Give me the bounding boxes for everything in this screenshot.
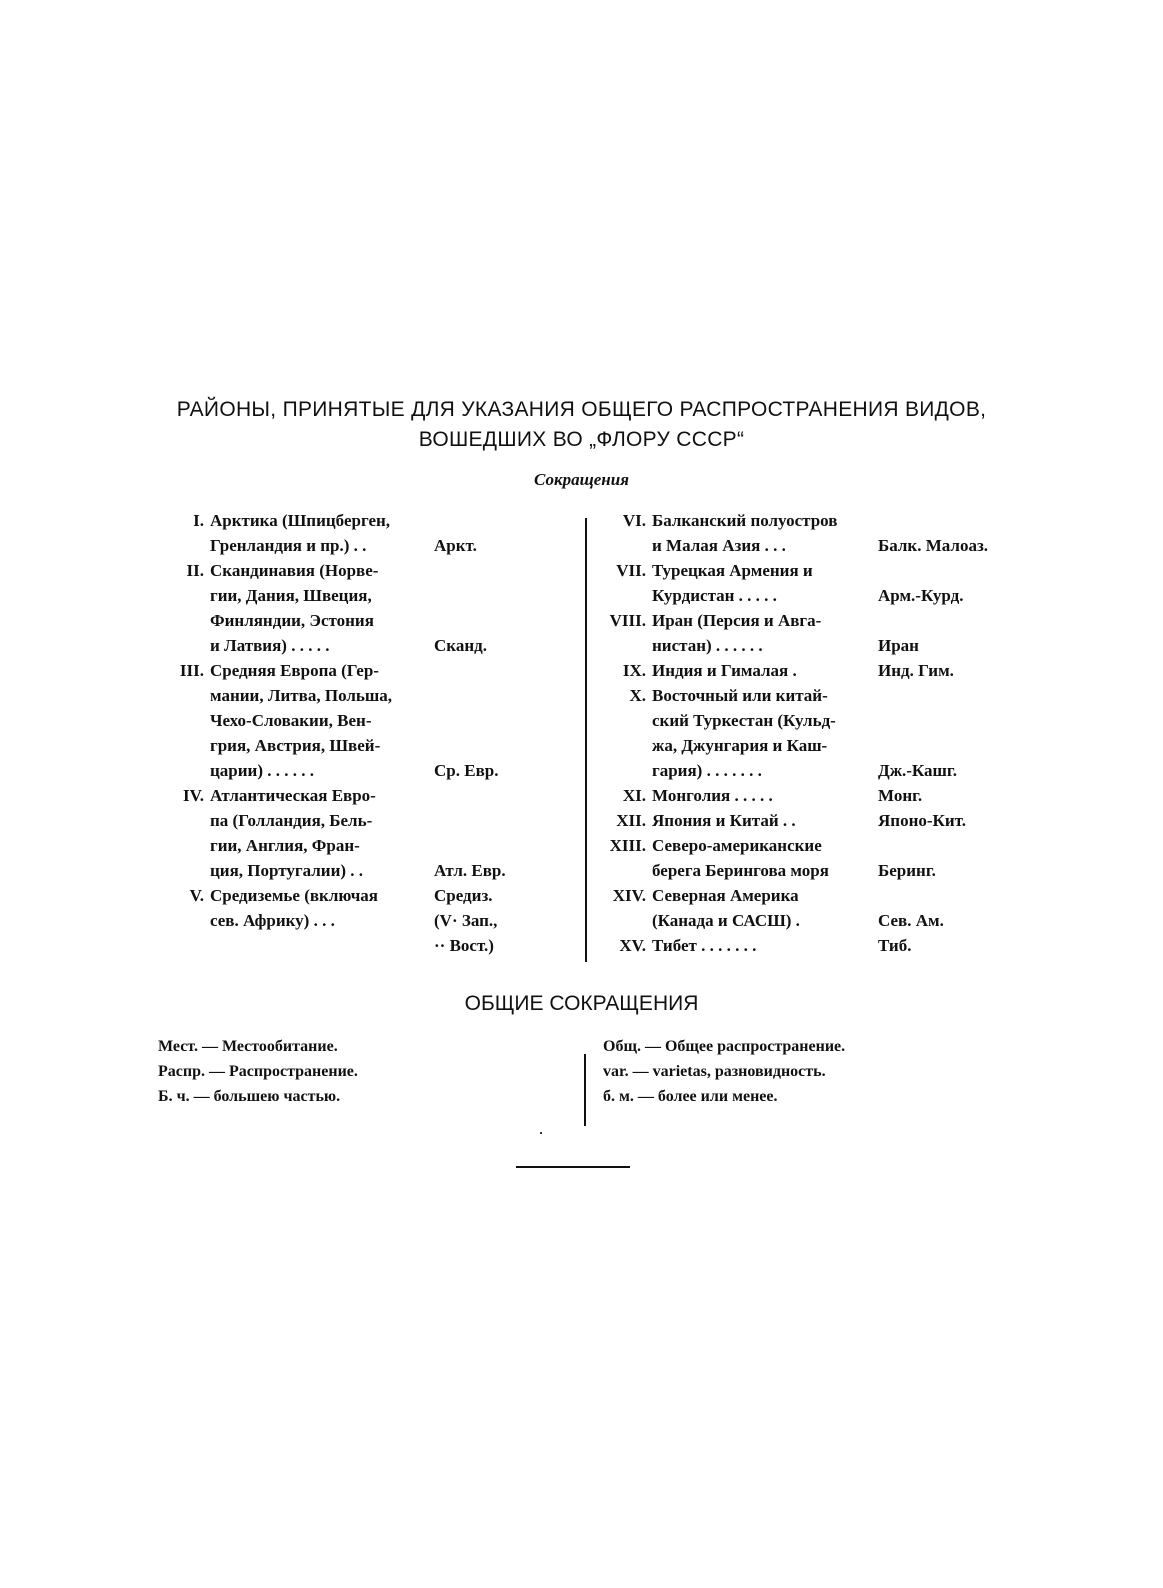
region-abbreviation-line: Инд. Гим. [878, 661, 954, 680]
region-abbreviation-line [434, 558, 524, 583]
region-entry [162, 558, 524, 658]
region-entry [162, 883, 524, 958]
region-abbreviation-line: (V· Зап., [434, 911, 498, 930]
region-abbreviation [434, 783, 524, 883]
region-description-line: Скандинавия (Норве- [210, 561, 379, 580]
page-title-line2: ВОШЕДШИХ ВО „ФЛОРУ СССР“ [418, 428, 745, 451]
region-abbreviation-line [878, 733, 1018, 758]
region-number: XIV. [612, 886, 646, 905]
abbreviation-item: Общ. — Общее распространение. [603, 1038, 846, 1055]
region-number: VI. [622, 511, 646, 530]
general-column-divider [584, 1054, 586, 1126]
region-abbreviation-line: Ср. Евр. [434, 761, 499, 780]
region-abbreviation-line: Средиз. [434, 886, 493, 905]
region-description-line: царии) . . . . . . [210, 761, 315, 780]
region-abbreviation-line [878, 708, 1018, 733]
region-number: VII. [616, 561, 646, 580]
region-abbreviation [878, 683, 1018, 783]
region-abbreviation-line [878, 883, 1018, 908]
region-abbreviation-line [878, 558, 1018, 583]
column-divider [585, 518, 587, 962]
region-number: VIII. [609, 611, 646, 630]
region-abbreviation-line [434, 608, 524, 633]
regions-list-right [588, 508, 1018, 958]
region-description-line: Гренландия и пр.) . . [210, 536, 367, 555]
region-abbreviation-line [434, 583, 524, 608]
region-abbreviation [878, 658, 1018, 683]
region-description [210, 658, 434, 783]
region-entry [588, 783, 1018, 808]
region-abbreviation-line [878, 683, 1018, 708]
region-description [210, 558, 434, 658]
region-number: IX. [622, 661, 646, 680]
region-description [652, 508, 878, 558]
region-entry [588, 558, 1018, 608]
region-abbreviation-line [878, 608, 1018, 633]
region-description-line: и Латвия) . . . . . [210, 636, 330, 655]
region-entry [162, 658, 524, 783]
region-abbreviation-line [434, 733, 524, 758]
general-abbreviations-title: ОБЩИЕ СОКРАЩЕНИЯ [464, 992, 699, 1015]
region-entry [588, 608, 1018, 658]
region-description-line: Тибет . . . . . . . [652, 936, 757, 955]
region-abbreviation-line [878, 508, 1018, 533]
abbreviation-item: Мест. — Местообитание. [158, 1038, 338, 1055]
region-number: XII. [616, 811, 646, 830]
region-number: IV. [183, 786, 204, 805]
region-entry [588, 508, 1018, 558]
region-entry [588, 883, 1018, 933]
region-abbreviation-line: Сев. Ам. [878, 911, 944, 930]
region-description [210, 883, 434, 958]
region-description-line: Курдистан . . . . . [652, 586, 777, 605]
region-description-line: Средняя Европа (Гер- [210, 661, 379, 680]
region-description-line: Иран (Персия и Авга- [652, 611, 822, 630]
region-description-line: Индия и Гималая . [652, 661, 797, 680]
region-number: II. [186, 561, 204, 580]
general-abbreviations-left [158, 1034, 358, 1109]
region-description-line: Арктика (Шпицберген, [210, 511, 391, 530]
abbreviation-item: б. м. — более или менее. [603, 1088, 778, 1105]
region-abbreviation [878, 833, 1018, 883]
region-description [210, 783, 434, 883]
region-abbreviation-line [434, 833, 524, 858]
region-description-line: Турецкая Армения и [652, 561, 813, 580]
region-description-line [210, 933, 434, 958]
region-abbreviation-line: Тиб. [878, 936, 912, 955]
region-description [210, 508, 434, 558]
region-abbreviation [878, 808, 1018, 833]
region-entry [162, 508, 524, 558]
region-description-line: берега Берингова моря [652, 861, 829, 880]
region-description-line: па (Голландия, Бель- [210, 811, 373, 830]
region-number: X. [629, 686, 646, 705]
region-description-line: Атлантическая Евро- [210, 786, 376, 805]
region-abbreviation-line: Монг. [878, 786, 923, 805]
regions-list-left [162, 508, 524, 958]
region-abbreviation [878, 508, 1018, 558]
region-abbreviation-line [878, 833, 1018, 858]
abbreviation-item: Б. ч. — большею частью. [158, 1088, 341, 1105]
region-description-line: гии, Дания, Швеция, [210, 586, 372, 605]
region-abbreviation [878, 883, 1018, 933]
region-abbreviation-line: Балк. Малоаз. [878, 536, 989, 555]
region-abbreviation [434, 658, 524, 783]
region-description-line: гии, Англия, Фран- [210, 836, 360, 855]
region-description-line: Средиземье (включая [210, 886, 378, 905]
region-description [652, 883, 878, 933]
region-abbreviation-line: Аркт. [434, 536, 477, 555]
region-description [652, 558, 878, 608]
region-description-line: Балканский полуостров [652, 511, 838, 530]
region-number: XV. [619, 936, 646, 955]
region-abbreviation-line: ·· Вост.) [434, 936, 494, 955]
region-description [652, 783, 878, 808]
region-description [652, 683, 878, 783]
region-abbreviation-line: Арм.-Курд. [878, 586, 964, 605]
region-description [652, 933, 878, 958]
region-number: XI. [622, 786, 646, 805]
abbreviation-item: var. — varietas, разновидность. [603, 1063, 826, 1080]
region-abbreviation [878, 783, 1018, 808]
region-entry [588, 833, 1018, 883]
region-description-line: ский Туркестан (Кульд- [652, 711, 836, 730]
stray-dot [540, 1132, 542, 1134]
region-description-line: и Малая Азия . . . [652, 536, 786, 555]
region-description [652, 658, 878, 683]
region-entry [588, 658, 1018, 683]
region-abbreviation-line [434, 783, 524, 808]
region-number: V. [189, 886, 204, 905]
region-entry [588, 808, 1018, 833]
region-number: III. [179, 661, 204, 680]
region-description-line: сев. Африку) . . . [210, 911, 335, 930]
end-rule [516, 1166, 630, 1168]
region-abbreviation-line [434, 658, 524, 683]
region-abbreviation [878, 558, 1018, 608]
page-title-line1: РАЙОНЫ, ПРИНЯТЫЕ ДЛЯ УКАЗАНИЯ ОБЩЕГО РАСПРОСТРАНЕНИЯ ВИДОВ, [176, 398, 987, 421]
region-abbreviation-line [434, 708, 524, 733]
region-description [652, 808, 878, 833]
region-number: XIII. [609, 836, 646, 855]
region-abbreviation-line: Иран [878, 636, 919, 655]
region-abbreviation-line [434, 683, 524, 708]
region-abbreviation [434, 883, 524, 958]
region-abbreviation-line: Беринг. [878, 861, 936, 880]
region-description-line: Чехо-Словакии, Вен- [210, 711, 372, 730]
region-entry [588, 933, 1018, 958]
region-entry [588, 683, 1018, 783]
region-description-line: (Канада и САСШ) . [652, 911, 800, 930]
region-description-line: ция, Португалии) . . [210, 861, 364, 880]
region-description [652, 608, 878, 658]
region-description-line: Финляндии, Эстония [210, 611, 374, 630]
region-description-line: Северная Америка [652, 886, 799, 905]
general-abbreviations-right [603, 1034, 845, 1109]
region-description-line: Монголия . . . . . [652, 786, 773, 805]
subtitle: Сокращения [534, 470, 629, 489]
region-number: I. [193, 511, 204, 530]
region-abbreviation-line: Сканд. [434, 636, 487, 655]
region-description-line: грия, Австрия, Швей- [210, 736, 381, 755]
region-description-line: нистан) . . . . . . [652, 636, 763, 655]
region-abbreviation-line [434, 508, 524, 533]
region-description-line: гария) . . . . . . . [652, 761, 762, 780]
region-abbreviation-line: Дж.-Кашг. [878, 761, 957, 780]
abbreviation-item: Распр. — Распространение. [158, 1063, 358, 1080]
region-description-line: Восточный или китай- [652, 686, 828, 705]
region-abbreviation [434, 558, 524, 658]
region-abbreviation [878, 608, 1018, 658]
region-description-line: Япония и Китай . . [652, 811, 796, 830]
region-description-line: мании, Литва, Польша, [210, 686, 392, 705]
region-abbreviation-line: Атл. Евр. [434, 861, 506, 880]
region-abbreviation-line: Японо-Кит. [878, 811, 966, 830]
region-description [652, 833, 878, 883]
region-description-line: жа, Джунгария и Каш- [652, 736, 828, 755]
region-abbreviation [434, 508, 524, 558]
region-abbreviation [878, 933, 1018, 958]
region-description-line: Северо-американские [652, 836, 822, 855]
region-entry [162, 783, 524, 883]
region-abbreviation-line [434, 808, 524, 833]
